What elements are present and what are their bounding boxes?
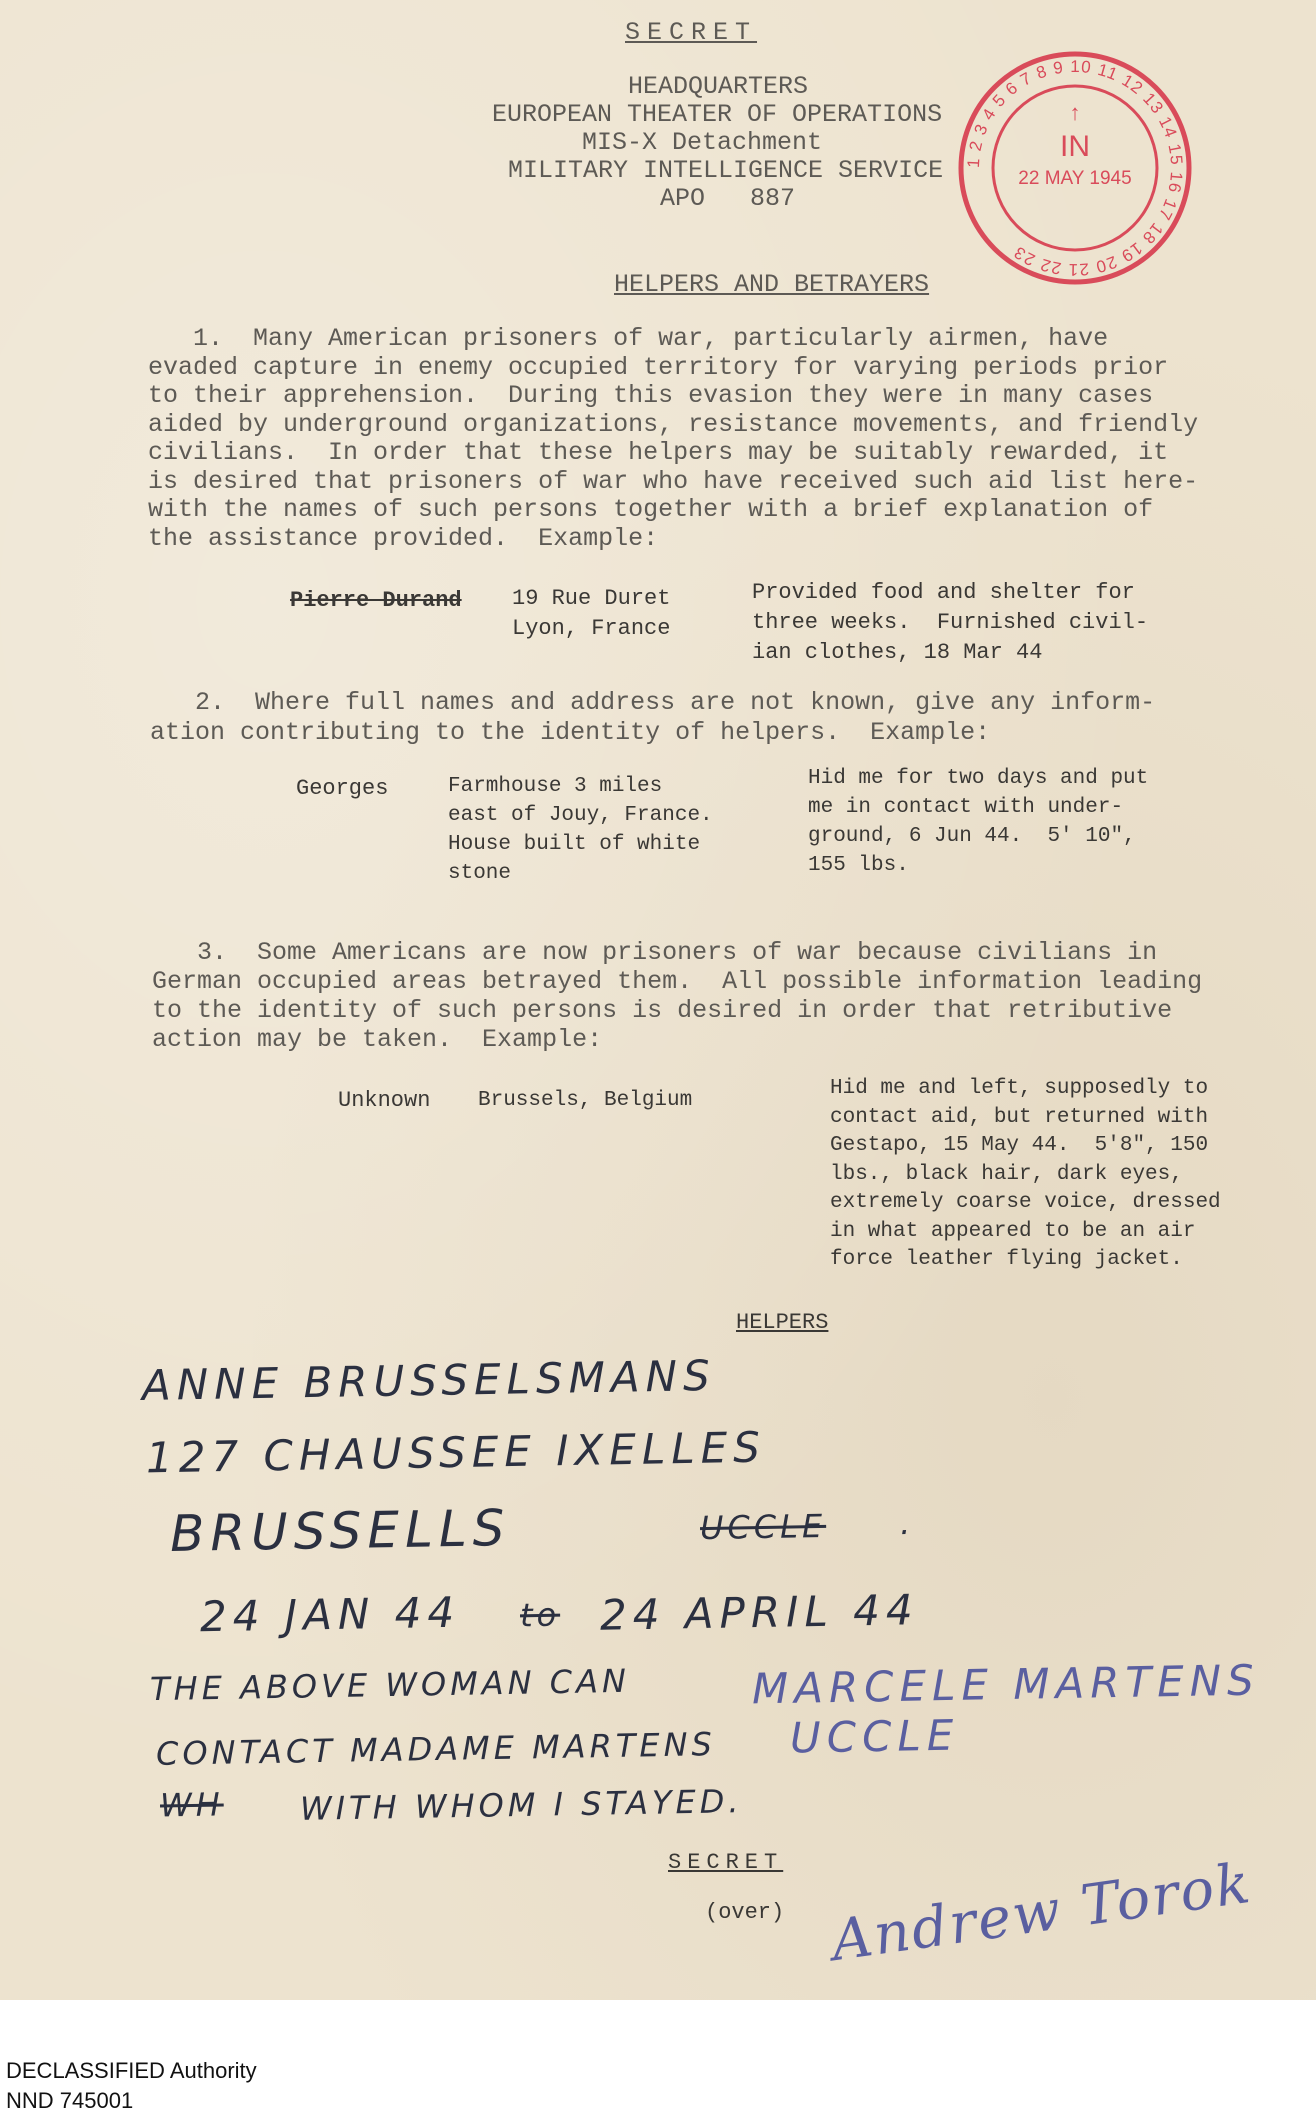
header-line-3: MIS-X Detachment: [582, 128, 823, 157]
paragraph-1-line: is desired that prisoners of war who have received such aid list here-: [148, 466, 1199, 496]
example2-address-line: east of Jouy, France.: [448, 804, 713, 827]
paragraph-3-line: German occupied areas betrayed them. All possible information leading: [152, 967, 1203, 996]
example3-details-line: contact aid, but returned with: [830, 1105, 1209, 1129]
handwritten-helper-city: BRUSSELLS: [169, 1499, 511, 1563]
stamp-graphic: [955, 48, 1195, 288]
stamp-label: IN: [1060, 130, 1090, 163]
handwritten-uccle: UCCLE: [789, 1710, 960, 1763]
example3-details-line: force leather flying jacket.: [830, 1248, 1183, 1271]
paragraph-1-line: with the names of such persons together with a brief explanation of: [148, 495, 1154, 524]
classification-bottom: SECRET: [668, 1850, 784, 1875]
paragraph-2-line: ation contributing to the identity of helpers. Example:: [150, 718, 991, 747]
handwritten-period: .: [899, 1503, 915, 1543]
example1-details-line: three weeks. Furnished civil-: [752, 610, 1149, 635]
received-stamp: [955, 48, 1195, 288]
paragraph-3-line: action may be taken. Example:: [152, 1025, 603, 1054]
example2-details-line: me in contact with under-: [808, 796, 1124, 819]
handwritten-note-line-3: WITH WHOM I STAYED.: [299, 1782, 743, 1828]
handwritten-note-line-1: THE ABOVE WOMAN CAN: [149, 1661, 631, 1709]
example1-address-line: Lyon, France: [512, 616, 671, 641]
handwritten-helper-street: 127 CHAUSSEE IXELLES: [145, 1422, 767, 1483]
handwritten-struck-uccle: UCCLE: [699, 1506, 827, 1548]
helpers-heading: HELPERS: [736, 1310, 829, 1335]
example1-address-line: 19 Rue Duret: [512, 586, 671, 611]
example1-name: Pierre Durand: [290, 588, 462, 613]
over-indicator: (over): [705, 1900, 785, 1925]
paragraph-3-line: to the identity of such persons is desired in order that retributive: [152, 996, 1173, 1025]
document-title: HELPERS AND BETRAYERS: [614, 270, 930, 299]
paragraph-2-line: 2. Where full names and address are not known, give any inform-: [150, 688, 1156, 717]
paragraph-1-line: 1. Many American prisoners of war, particularly airmen, have: [148, 324, 1109, 353]
example3-details-line: Hid me and left, supposedly to: [830, 1077, 1209, 1100]
example3-details-line: extremely coarse voice, dressed: [830, 1191, 1221, 1214]
example3-name: Unknown: [338, 1088, 431, 1113]
handwritten-marcele-martens: MARCELE MARTENS: [751, 1655, 1261, 1714]
example2-details-line: Hid me for two days and put: [808, 767, 1149, 790]
example2-address-line: House built of white: [448, 833, 701, 856]
header-line-5: APO 887: [660, 184, 796, 213]
archive-footer: [0, 2056, 1316, 2116]
header-line-1: HEADQUARTERS: [628, 72, 809, 101]
example3-details-line: in what appeared to be an air: [830, 1219, 1196, 1243]
paragraph-1-line: to their apprehension. During this evasion they were in many cases: [148, 381, 1154, 410]
header-line-2: EUROPEAN THEATER OF OPERATIONS: [492, 100, 943, 129]
handwritten-struck-word: WH: [159, 1785, 225, 1825]
example1-details-line: Provided food and shelter for: [752, 580, 1135, 605]
paragraph-1-line: aided by underground organizations, resistance movements, and friendly: [148, 409, 1199, 439]
handwritten-note-line-2: CONTACT MADAME MARTENS: [155, 1725, 717, 1773]
signature: Andrew Torok: [827, 1850, 1256, 1975]
handwritten-date-end: 24 APRIL 44: [599, 1585, 920, 1640]
example3-details-line: lbs., black hair, dark eyes,: [830, 1162, 1183, 1186]
paragraph-3-line: 3. Some Americans are now prisoners of war because civilians in: [152, 938, 1158, 967]
archive-line-2: NND 745001: [6, 2088, 134, 2113]
example2-details-line: ground, 6 Jun 44. 5' 10",: [808, 825, 1136, 848]
handwritten-helper-name: ANNE BRUSSELSMANS: [141, 1350, 717, 1411]
classification-top: SECRET: [625, 18, 758, 47]
paragraph-1-line: civilians. In order that these helpers may be suitably rewarded, it: [148, 438, 1169, 467]
paragraph-1-line: the assistance provided. Example:: [148, 523, 659, 553]
stamp-date: 22 MAY 1945: [1018, 168, 1132, 189]
header-line-4: MILITARY INTELLIGENCE SERVICE: [508, 156, 944, 185]
example3-address-line: Brussels, Belgium: [478, 1089, 693, 1112]
stamp-ring-numbers: 1 2 3 4 5 6 7 8 9 10 11 12 13 14 15 16 17 18 19 20 21 22 23: [963, 56, 1187, 280]
example2-address-line: stone: [448, 862, 512, 885]
handwritten-struck-to: to: [519, 1595, 561, 1635]
example1-details-line: ian clothes, 18 Mar 44: [752, 640, 1043, 665]
example2-name: Georges: [296, 776, 389, 801]
example3-details-line: Gestapo, 15 May 44. 5'8", 150: [830, 1134, 1209, 1157]
handwritten-date-start: 24 JAN 44: [199, 1587, 461, 1642]
example2-details-line: 155 lbs.: [808, 854, 909, 877]
paragraph-1-line: evaded capture in enemy occupied territory for varying periods prior: [148, 352, 1169, 382]
stamp-arrow: ↑: [1069, 100, 1081, 125]
example2-address-line: Farmhouse 3 miles: [448, 775, 663, 798]
archive-line-1: DECLASSIFIED Authority: [6, 2058, 257, 2083]
